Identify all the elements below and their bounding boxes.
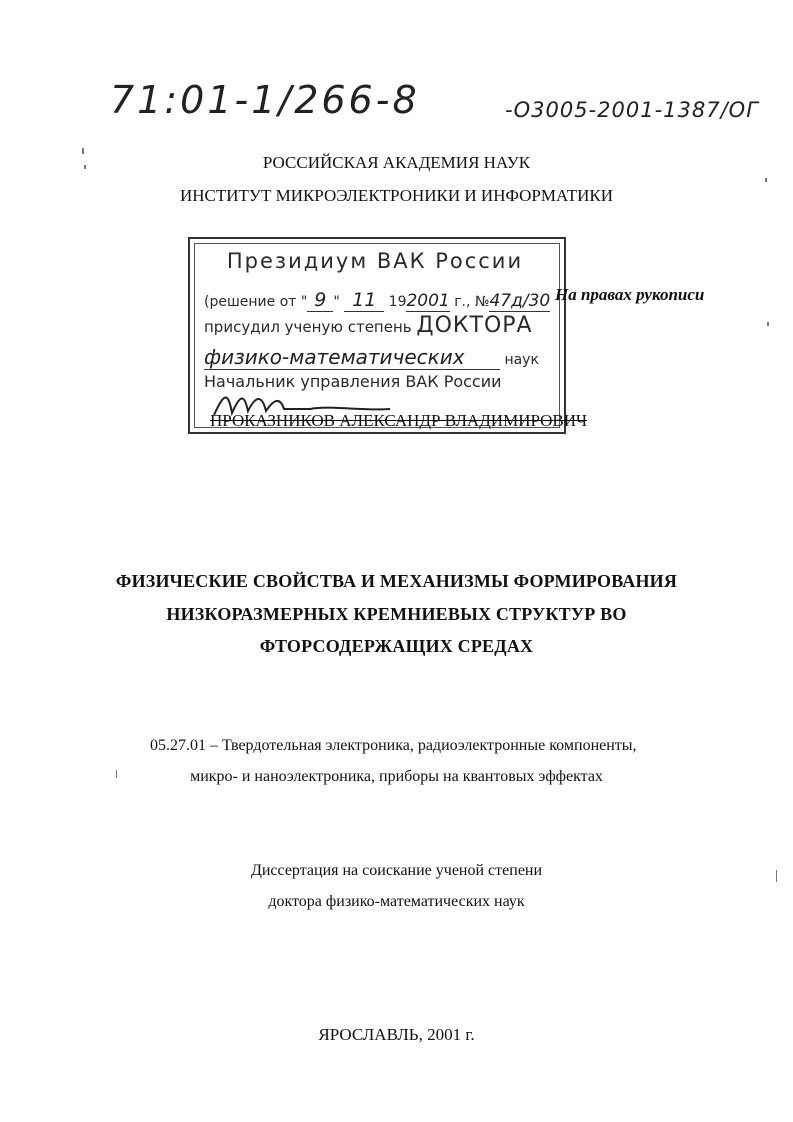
stamp-chief: Начальник управления ВАК России: [204, 372, 502, 391]
handwritten-catalog-number: 71:01-1/266-8: [110, 78, 420, 122]
dissertation-title-line-1: ФИЗИЧЕСКИЕ СВОЙСТВА И МЕХАНИЗМЫ ФОРМИРОВАНИЯ: [115, 571, 678, 591]
stamp-field-line: [204, 345, 544, 370]
stamp-awarded-line: [204, 313, 533, 338]
stamp-decision-prefix: (решение от ": [204, 294, 308, 310]
stamp-decision-line: (решение от " 9 " 11 192001 г., №47д/30: [204, 289, 551, 311]
handwritten-registration-mark: -О3005-2001-1387/ОГ: [505, 98, 759, 122]
manuscript-rights: На правах рукописи: [555, 285, 705, 304]
academy-heading: РОССИЙСКАЯ АКАДЕМИЯ НАУК: [262, 153, 531, 172]
stamp-awarded-text: присудил ученую степень: [204, 318, 412, 336]
degree-info-line-2: доктора физико-математических наук: [268, 893, 525, 910]
stamp-field-handwritten: физико-математических: [204, 345, 500, 370]
stamp-decision-year: 2001: [406, 291, 450, 311]
stamp-decision-number: 47д/30: [489, 291, 551, 311]
degree-info-line-1: Диссертация на соискание ученой степени: [250, 862, 543, 879]
place-year: ЯРОСЛАВЛЬ, 2001 г.: [318, 1025, 475, 1044]
author-name: ПРОКАЗНИКОВ АЛЕКСАНДР ВЛАДИМИРОВИЧ: [210, 411, 588, 430]
stamp-decision-year-prefix: 19: [388, 294, 407, 310]
stamp-title: Президиум ВАК России: [226, 249, 524, 273]
dissertation-title-line-2: НИЗКОРАЗМЕРНЫХ КРЕМНИЕВЫХ СТРУКТУР ВО: [166, 604, 627, 624]
stamp-decision-number-prefix: г., №: [454, 294, 490, 310]
specialty-line-2: микро- и наноэлектроника, приборы на квантовых эффектах: [190, 768, 603, 785]
vak-stamp: [188, 237, 566, 434]
scan-speck: [765, 178, 767, 182]
stamp-decision-month: 11: [344, 289, 384, 312]
specialty-line-1: 05.27.01 – Твердотельная электроника, радиоэлектронные компоненты,: [150, 737, 637, 754]
institute-heading: ИНСТИТУТ МИКРОЭЛЕКТРОНИКИ И ИНФОРМАТИКИ: [179, 186, 614, 205]
stamp-degree: ДОКТОРА: [416, 313, 533, 338]
dissertation-title-line-3: ФТОРСОДЕРЖАЩИХ СРЕДАХ: [259, 636, 534, 656]
stamp-decision-day: 9: [307, 289, 333, 312]
scan-speck: [767, 322, 769, 326]
stamp-field-suffix: наук: [504, 352, 539, 368]
